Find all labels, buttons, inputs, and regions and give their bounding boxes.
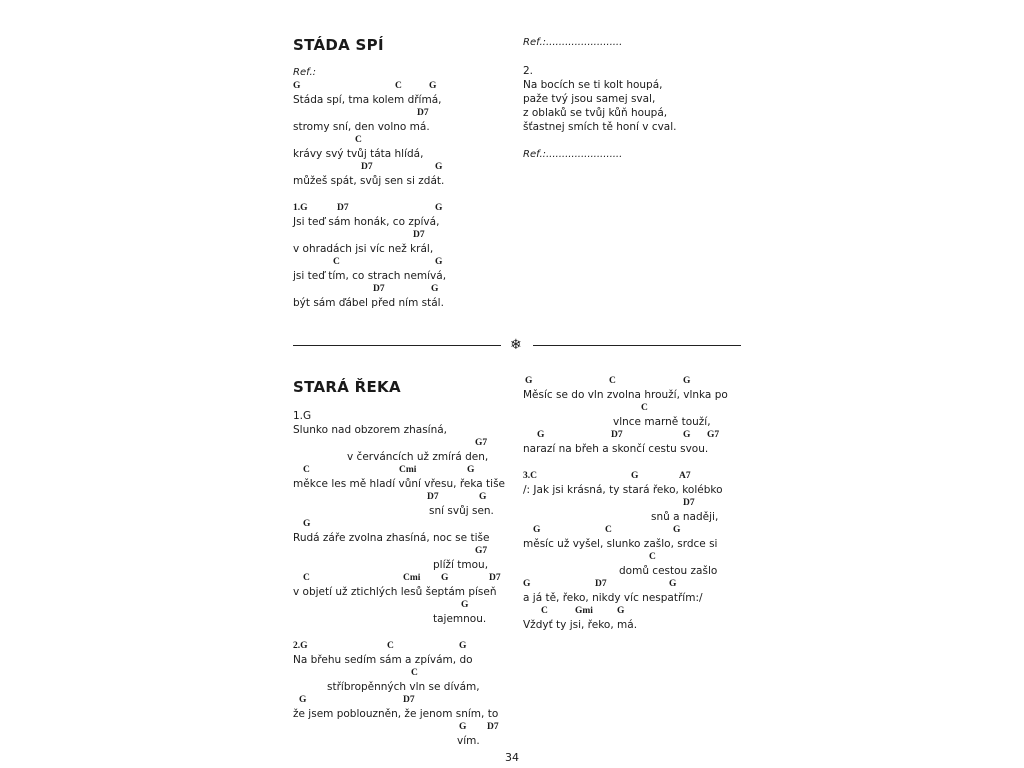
chord-symbol: G	[523, 579, 531, 589]
chord-line	[293, 545, 513, 558]
lyric-line: v objetí už ztichlých lesů šeptám píseň	[293, 586, 497, 598]
chord-symbol: G	[461, 600, 469, 610]
lyric-line: Slunko nad obzorem zhasíná,	[293, 424, 448, 436]
chord-line	[293, 599, 513, 612]
section-divider-left	[293, 345, 501, 346]
chord-symbol: G7	[475, 546, 488, 556]
lyric-line: Na břehu sedím sám a zpívám, do	[293, 654, 473, 666]
chord-symbol: G	[293, 81, 301, 91]
lyric-line: stříbropěnných vln se dívám,	[327, 681, 480, 693]
chord-line	[293, 161, 508, 174]
chord-line	[293, 667, 513, 680]
lyric-line: krávy svý tvůj táta hlídá,	[293, 148, 424, 160]
chord-symbol: G	[525, 376, 533, 386]
chord-line	[293, 491, 513, 504]
chord-symbol: G	[435, 203, 443, 213]
lyric-line: Rudá záře zvolna zhasíná, noc se tiše	[293, 532, 490, 544]
chord-symbol: D7	[337, 203, 349, 213]
chord-symbol: C	[355, 135, 362, 145]
chord-symbol: G	[479, 492, 487, 502]
chord-symbol: A7	[679, 471, 691, 481]
lyric-line: Vždyť ty jsi, řeko, má.	[523, 619, 638, 631]
lyric-line: sní svůj sen.	[429, 505, 494, 517]
chord-symbol: G	[683, 376, 691, 386]
chord-symbol: C	[641, 403, 648, 413]
chord-symbol: G	[533, 525, 541, 535]
lyric-line: být sám ďábel před ním stál.	[293, 297, 444, 309]
chord-symbol: G	[673, 525, 681, 535]
lyric-line: 2.	[523, 65, 534, 77]
chord-symbol: G	[631, 471, 639, 481]
chord-symbol: D7	[361, 162, 373, 172]
chord-symbol: D7	[683, 498, 695, 508]
chord-line	[293, 80, 508, 93]
chord-symbol: C	[395, 81, 402, 91]
chord-line	[293, 437, 513, 450]
stanza-gap	[293, 626, 513, 640]
lyric-line: plíží tmou,	[433, 559, 489, 571]
chord-symbol: G	[299, 695, 307, 705]
chord-symbol: D7	[595, 579, 607, 589]
chord-symbol: G	[435, 162, 443, 172]
stanza-gap	[293, 188, 508, 202]
chord-symbol: C	[303, 465, 310, 475]
chord-symbol: G	[435, 257, 443, 267]
chord-line	[293, 518, 513, 531]
chord-line	[293, 229, 508, 242]
chord-symbol: D7	[417, 108, 429, 118]
chord-line	[523, 524, 748, 537]
chord-line	[523, 429, 748, 442]
chord-symbol: 2.G	[293, 641, 308, 651]
chord-symbol: G7	[707, 430, 720, 440]
lyric-line: narazí na břeh a skončí cestu svou.	[523, 443, 709, 455]
chord-symbol: G	[429, 81, 437, 91]
chord-line	[293, 202, 508, 215]
chord-symbol: C	[605, 525, 612, 535]
chord-symbol: D7	[403, 695, 415, 705]
chord-symbol: D7	[611, 430, 623, 440]
chord-symbol: G	[459, 722, 467, 732]
lyric-line: vlnce marně touží,	[613, 416, 711, 428]
chord-symbol: D7	[413, 230, 425, 240]
lyric-line: Stáda spí, tma kolem dřímá,	[293, 94, 442, 106]
lyric-line: měsíc už vyšel, slunko zašlo, srdce si	[523, 538, 718, 550]
chord-line	[293, 283, 508, 296]
lyric-line: paže tvý jsou samej sval,	[523, 93, 656, 105]
lyric-line: jsi teď tím, co strach nemívá,	[293, 270, 447, 282]
chord-line	[523, 497, 748, 510]
refrain-marker: Ref.:........................	[523, 37, 623, 48]
chord-symbol: D7	[427, 492, 439, 502]
chord-line	[523, 375, 748, 388]
refrain-marker: Ref.:........................	[523, 149, 623, 160]
chord-symbol: G	[617, 606, 625, 616]
chord-line	[293, 572, 513, 585]
page-number: 34	[505, 751, 519, 764]
snowflake-ornament-icon: ❄	[510, 337, 522, 353]
lyric-line: v červáncích už zmírá den,	[347, 451, 489, 463]
song-1-right-column	[523, 36, 748, 162]
lyric-line: tajemnou.	[433, 613, 487, 625]
chord-symbol: C	[303, 573, 310, 583]
lyric-line: z oblaků se tvůj kůň houpá,	[523, 107, 668, 119]
chord-line	[293, 721, 513, 734]
lyric-line: v ohradách jsi víc než král,	[293, 243, 434, 255]
chord-line	[523, 470, 748, 483]
lyric-line: šťastnej smích tě honí v cval.	[523, 121, 677, 133]
chord-line	[293, 134, 508, 147]
chord-symbol: C	[411, 668, 418, 678]
song-2-left-column	[293, 409, 513, 748]
song-title-stada-spi: STÁDA SPÍ	[293, 36, 384, 54]
chord-symbol: G	[303, 519, 311, 529]
song-2-right-column	[523, 375, 748, 632]
lyric-line: vím.	[457, 735, 480, 747]
song-title-stara-reka: STARÁ ŘEKA	[293, 378, 401, 396]
chord-symbol: C	[541, 606, 548, 616]
chord-symbol: G7	[475, 438, 488, 448]
chord-line	[293, 107, 508, 120]
chord-symbol: G	[459, 641, 467, 651]
lyric-line: Na bocích se ti kolt houpá,	[523, 79, 663, 91]
chord-symbol: C	[649, 552, 656, 562]
chord-symbol: Cmi	[399, 465, 417, 475]
chord-symbol: C	[387, 641, 394, 651]
lyric-line: měkce les mě hladí vůní vřesu, řeka tiše	[293, 478, 505, 490]
section-divider-right	[533, 345, 741, 346]
chord-line	[523, 605, 748, 618]
chord-line	[523, 551, 748, 564]
chord-symbol: G	[441, 573, 449, 583]
lyric-line: Jsi teď sám honák, co zpívá,	[293, 216, 440, 228]
chord-symbol: Gmi	[575, 606, 593, 616]
chord-symbol: G	[669, 579, 677, 589]
lyric-line: stromy sní, den volno má.	[293, 121, 430, 133]
chord-line	[523, 578, 748, 591]
chord-line	[293, 256, 508, 269]
stanza-gap	[523, 50, 748, 64]
lyric-line: Měsíc se do vln zvolna hrouží, vlnka po	[523, 389, 728, 401]
lyric-line: a já tě, řeko, nikdy víc nespatřím:/	[523, 592, 703, 604]
chord-symbol: D7	[373, 284, 385, 294]
chord-line	[293, 640, 513, 653]
chord-symbol: Cmi	[403, 573, 421, 583]
stanza-gap	[523, 456, 748, 470]
chord-symbol: C	[333, 257, 340, 267]
chord-symbol: G	[467, 465, 475, 475]
lyric-line: že jsem poblouzněn, že jenom sním, to	[293, 708, 499, 720]
stanza-gap	[523, 134, 748, 148]
song-1-left-column	[293, 66, 508, 310]
chord-line	[523, 402, 748, 415]
refrain-marker: Ref.:	[293, 67, 316, 78]
chord-symbol: G	[683, 430, 691, 440]
chord-symbol: C	[609, 376, 616, 386]
chord-symbol: G	[537, 430, 545, 440]
chord-symbol: G	[431, 284, 439, 294]
lyric-line: můžeš spát, svůj sen si zdát.	[293, 175, 445, 187]
chord-symbol: 1.G	[293, 203, 308, 213]
chord-line	[293, 464, 513, 477]
chord-symbol: D7	[487, 722, 499, 732]
chord-symbol: 3.C	[523, 471, 537, 481]
chord-symbol: D7	[489, 573, 501, 583]
lyric-line: /: Jak jsi krásná, ty stará řeko, kolébko	[523, 484, 723, 496]
lyric-line: domů cestou zašlo	[619, 565, 718, 577]
lyric-line: snů a naději,	[651, 511, 719, 523]
chord-line	[293, 694, 513, 707]
lyric-line: 1.G	[293, 410, 312, 422]
